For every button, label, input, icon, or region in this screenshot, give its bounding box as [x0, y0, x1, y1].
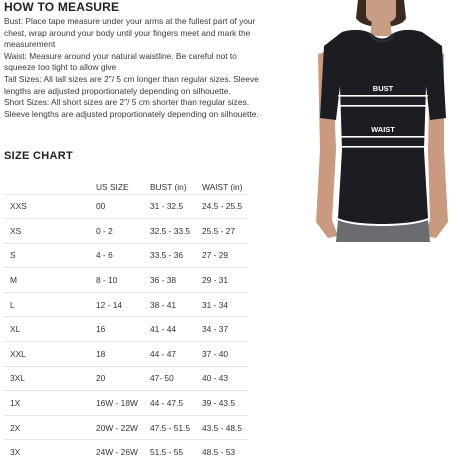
- bust-value: 47.5 - 51.5: [144, 415, 196, 440]
- bust-label: BUST: [372, 84, 394, 93]
- table-row: [4, 194, 248, 219]
- waist-value: 25.5 - 27: [196, 219, 248, 244]
- bust-value: 47- 50: [144, 366, 196, 391]
- us-size-value: 8 - 10: [90, 268, 144, 293]
- us-size-value: 18: [90, 342, 144, 367]
- instruction-line: Waist: Measure around your natural waistline. Be careful not to: [4, 50, 237, 61]
- us-size-value: 20W - 22W: [90, 415, 144, 440]
- us-size-value: 20: [90, 366, 144, 391]
- bust-line-top: [338, 95, 428, 97]
- us-size-value: 16: [90, 317, 144, 342]
- header-size: [4, 180, 90, 194]
- instruction-line: chest, wrap around your body until your fingers meet and mark the: [4, 27, 251, 38]
- table-row: [4, 268, 248, 293]
- waist-value: 48.5 - 53: [196, 440, 248, 460]
- size-label: 3X: [4, 440, 90, 460]
- waist-line-bottom: [340, 146, 426, 148]
- table-row: [4, 342, 248, 367]
- size-label: XS: [4, 219, 90, 244]
- us-size-value: 4 - 6: [90, 243, 144, 268]
- bust-value: 44 - 47.5: [144, 391, 196, 416]
- header-waist: WAIST (in): [196, 180, 248, 194]
- size-label: XXS: [4, 194, 90, 219]
- waist-value: 39 - 43.5: [196, 391, 248, 416]
- table-row: [4, 440, 248, 460]
- size-chart-table: [4, 180, 248, 460]
- instruction-line: Short Sizes: All short sizes are 2"/ 5 cm shorter than regular sizes.: [4, 97, 250, 108]
- table-row: [4, 317, 248, 342]
- waist-value: 29 - 31: [196, 268, 248, 293]
- table-header-row: [4, 180, 248, 194]
- table-row: [4, 415, 248, 440]
- bust-value: 41 - 44: [144, 317, 196, 342]
- size-label: L: [4, 292, 90, 317]
- size-label: 1X: [4, 391, 90, 416]
- bust-value: 44 - 47: [144, 342, 196, 367]
- instruction-line: lengths are adjusted proportionately depending on silhouette.: [4, 85, 231, 96]
- bust-value: 51.5 - 55: [144, 440, 196, 460]
- waist-value: 34 - 37: [196, 317, 248, 342]
- waist-value: 43.5 - 48.5: [196, 415, 248, 440]
- size-label: M: [4, 268, 90, 293]
- us-size-value: 0 - 2: [90, 219, 144, 244]
- us-size-value: 12 - 14: [90, 292, 144, 317]
- table-row: [4, 243, 248, 268]
- bust-value: 32.5 - 33.5: [144, 219, 196, 244]
- size-label: 3XL: [4, 366, 90, 391]
- waist-value: 40 - 43: [196, 366, 248, 391]
- instruction-line: Tall Sizes: All tall sizes are 2"/ 5 cm longer than regular sizes. Sleeve: [4, 73, 259, 84]
- header-us-size: US SIZE: [90, 180, 144, 194]
- table-row: [4, 391, 248, 416]
- bust-value: 33.5 - 36: [144, 243, 196, 268]
- waist-value: 27 - 29: [196, 243, 248, 268]
- size-label: S: [4, 243, 90, 268]
- instruction-line: measurement: [4, 39, 56, 50]
- size-label: XXL: [4, 342, 90, 367]
- size-label: 2X: [4, 415, 90, 440]
- instruction-line: Sleeve lengths are adjusted proportionately depending on silhouette.: [4, 108, 259, 119]
- table-row: [4, 292, 248, 317]
- waist-value: 24.5 - 25.5: [196, 194, 248, 219]
- model-illustration: [302, 0, 460, 242]
- instruction-line: Bust: Place tape measure under your arms at the fullest part of your: [4, 16, 256, 26]
- how-to-measure-title: HOW TO MEASURE: [4, 0, 120, 14]
- bust-value: 38 - 41: [144, 292, 196, 317]
- bust-value: 31 - 32.5: [144, 194, 196, 219]
- waist-line-top: [340, 136, 426, 138]
- table-row: [4, 366, 248, 391]
- measuring-instructions: [4, 16, 302, 120]
- size-chart-title: SIZE CHART: [4, 150, 73, 162]
- bust-line-bottom: [338, 105, 428, 107]
- table-row: [4, 219, 248, 244]
- waist-value: 37 - 40: [196, 342, 248, 367]
- header-bust: BUST (in): [144, 180, 196, 194]
- measurement-figure: [302, 0, 460, 242]
- instruction-line: squeeze too tight to allow give: [4, 62, 117, 73]
- us-size-value: 24W - 26W: [90, 440, 144, 460]
- bust-value: 36 - 38: [144, 268, 196, 293]
- waist-label: WAIST: [371, 125, 395, 134]
- waist-value: 31 - 34: [196, 292, 248, 317]
- us-size-value: 16W - 18W: [90, 391, 144, 416]
- us-size-value: 00: [90, 194, 144, 219]
- size-label: XL: [4, 317, 90, 342]
